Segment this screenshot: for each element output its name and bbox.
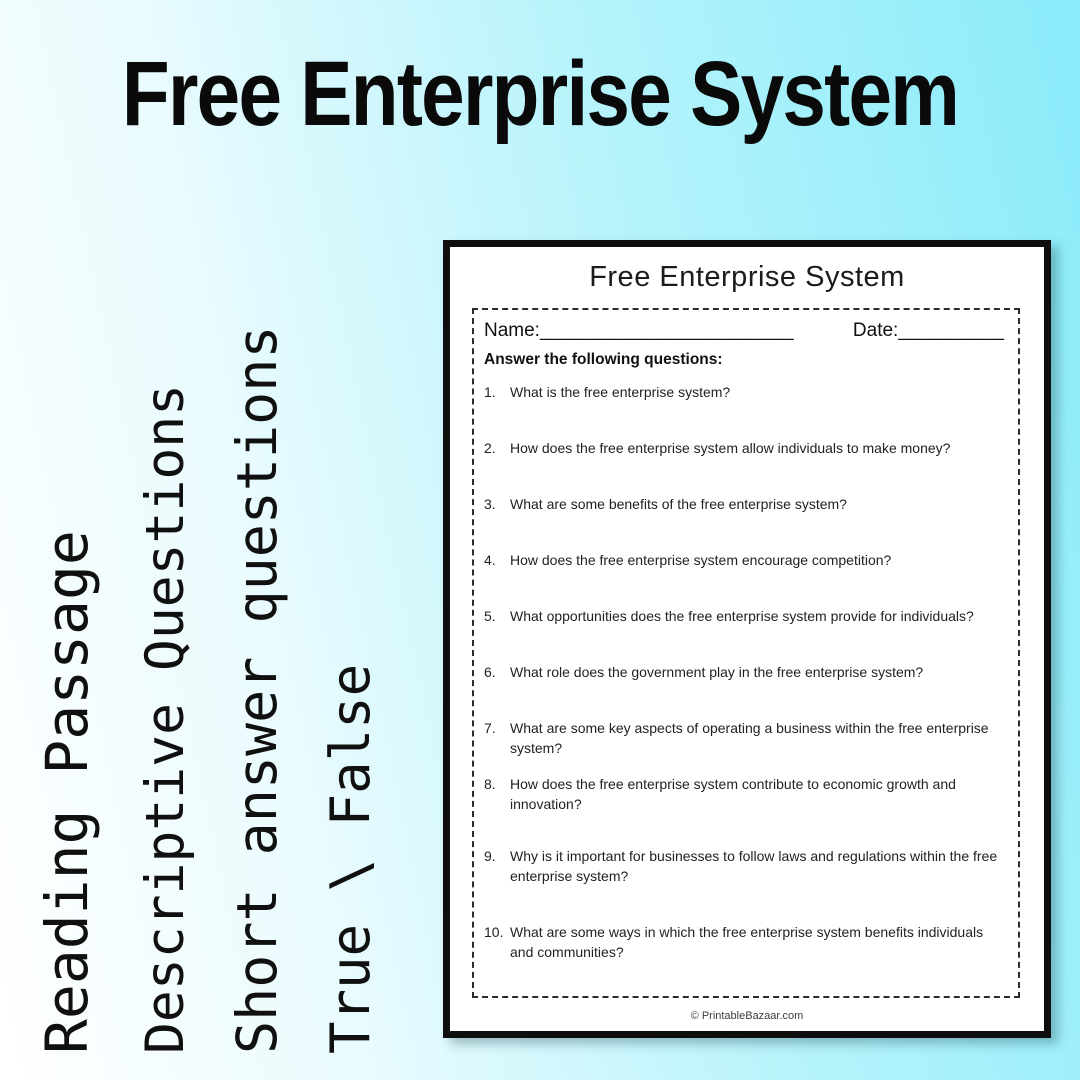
question-row xyxy=(484,494,1010,514)
question-text: Why is it important for businesses to follow laws and regulations within the free enterprise system? xyxy=(510,848,998,884)
question-row xyxy=(484,382,1010,402)
question-row xyxy=(484,774,1010,814)
question-text: How does the free enterprise system contribute to economic growth and innovation? xyxy=(510,776,956,812)
worksheet-title: Free Enterprise System xyxy=(589,261,905,293)
question-row xyxy=(484,718,1010,758)
question-number: 5. xyxy=(484,608,496,624)
name-field xyxy=(484,320,794,342)
date-blank-line: __________ xyxy=(898,320,1004,341)
side-label-true-false: True \ False xyxy=(319,663,382,1054)
question-text: What are some key aspects of operating a business within the free enterprise system? xyxy=(510,720,989,756)
question-number: 7. xyxy=(484,720,496,736)
question-number: 3. xyxy=(484,496,496,512)
question-number: 6. xyxy=(484,664,496,680)
name-label: Name: xyxy=(484,320,540,341)
question-number: 8. xyxy=(484,776,496,792)
side-label-reading-passage: Reading Passage xyxy=(33,530,101,1054)
question-row xyxy=(484,922,1010,962)
question-row xyxy=(484,606,1010,626)
side-label-descriptive-questions: Descriptive Questions xyxy=(135,383,196,1054)
question-number: 10. xyxy=(484,924,504,940)
question-number: 1. xyxy=(484,384,496,400)
question-number: 2. xyxy=(484,440,496,456)
question-text: What is the free enterprise system? xyxy=(510,384,731,400)
worksheet-page xyxy=(443,240,1051,1038)
question-text: What opportunities does the free enterprise system provide for individuals? xyxy=(510,608,974,624)
question-list xyxy=(484,382,1010,962)
question-row xyxy=(484,438,1010,458)
question-row xyxy=(484,550,1010,570)
question-number: 4. xyxy=(484,552,496,568)
worksheet-footer-credit: © PrintableBazaar.com xyxy=(690,1010,804,1022)
date-field xyxy=(853,320,1004,342)
question-text: What role does the government play in the free enterprise system? xyxy=(510,664,924,680)
worksheet-dashed-frame xyxy=(472,308,1020,998)
poster-headline: Free Enterprise System xyxy=(121,43,959,145)
instructions-text: Answer the following questions: xyxy=(484,351,723,368)
question-text: What are some benefits of the free enterprise system? xyxy=(510,496,847,512)
question-text: How does the free enterprise system allow individuals to make money? xyxy=(510,440,951,456)
side-label-short-answer-questions: Short answer questions xyxy=(225,325,289,1054)
name-date-row xyxy=(484,320,1010,342)
question-row xyxy=(484,846,1010,886)
name-blank-line: ________________________ xyxy=(539,320,794,341)
question-number: 9. xyxy=(484,848,496,864)
question-row xyxy=(484,662,1010,682)
date-label: Date: xyxy=(852,320,899,341)
question-text: What are some ways in which the free enterprise system benefits individuals and communities? xyxy=(510,924,984,960)
question-text: How does the free enterprise system encourage competition? xyxy=(510,552,892,568)
